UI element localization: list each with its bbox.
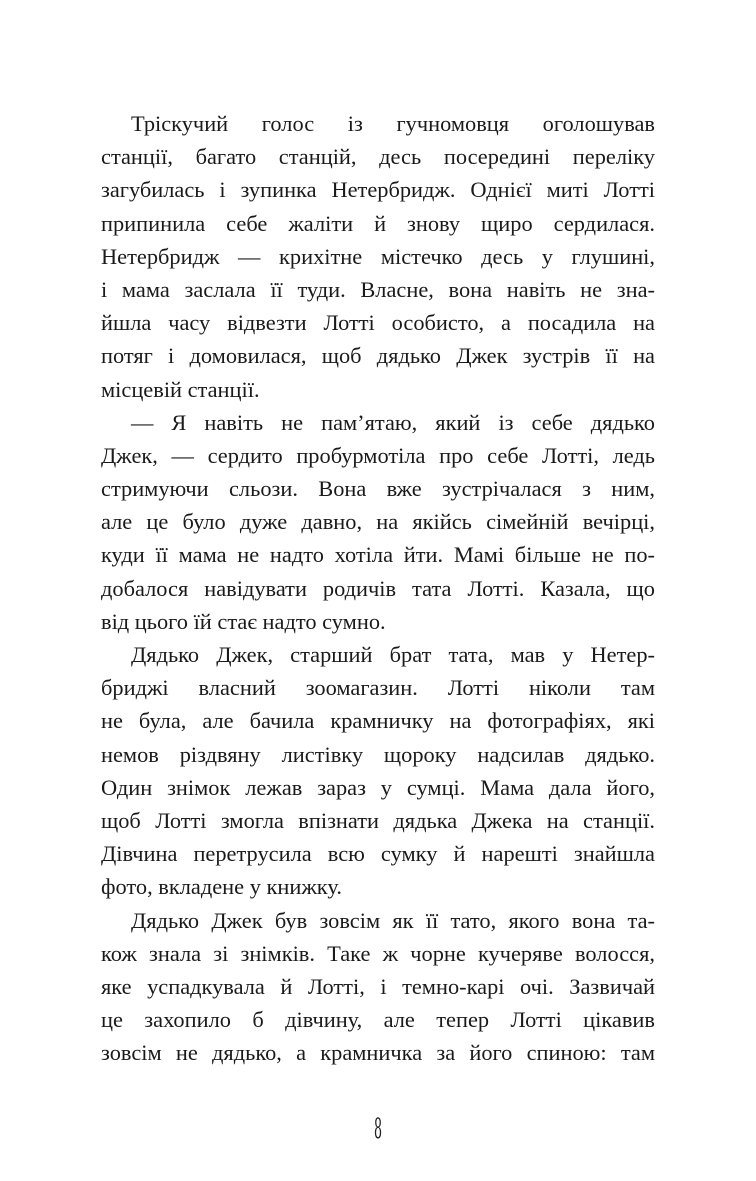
text-line: але це було дуже давно, на якійсь сімейній вечірці,	[101, 509, 655, 535]
text-line: потяг і домовилася, щоб дядько Джек зустрів її на	[101, 343, 655, 369]
text-line: Джек, — сердито пробурмотіла про себе Лотті, ледь	[101, 442, 655, 468]
text-line: Дядько Джек, старший брат тата, мав у Нетер-	[131, 642, 655, 667]
paragraph	[101, 904, 655, 1070]
text-line: добалося навідувати родичів тата Лотті. Казала, що	[101, 575, 655, 601]
text-line: Дівчина перетрусила всю сумку й нарешті знайшла	[101, 841, 655, 867]
text-line: це захопило б дівчину, але тепер Лотті цікавив	[101, 1007, 655, 1033]
text-line: фото, вкладене у книжку.	[101, 874, 342, 900]
text-line: йшла часу відвезти Лотті особисто, а посадила на	[101, 310, 655, 336]
text-line: яке успадкувала й Лотті, і темно-карі очі. Зазвичай	[101, 973, 655, 999]
text-line: стримуючи сльози. Вона вже зустрічалася з ним,	[101, 476, 655, 502]
text-line: куди її мама не надто хотіла йти. Мамі більше не по-	[101, 542, 655, 568]
text-line: Нетербридж — крихітне містечко десь у глушині,	[101, 243, 655, 269]
text-line: немов різдвяну листівку щороку надсилав дядько.	[101, 741, 655, 767]
text-line: загубилась і зупинка Нетербридж. Однієї миті Лотті	[101, 177, 655, 203]
text-line: Дядько Джек був зовсім як її тато, якого вона та-	[131, 907, 655, 933]
text-line: зовсім не дядько, а крамничка за його спиною: там	[101, 1040, 655, 1066]
text-line: місцевій станції.	[101, 376, 260, 402]
text-line: кож знала зі знімків. Таке ж чорне кучеряве волосся,	[101, 940, 655, 966]
text-line: і мама заслала її туди. Власне, вона навіть не зна-	[101, 276, 655, 302]
text-line: Один знімок лежав зараз у сумці. Мама дала його,	[101, 774, 655, 800]
book-page-text	[101, 107, 655, 1069]
text-line: бриджі власний зоомагазин. Лотті ніколи там	[101, 675, 655, 701]
text-line: від цього їй стає надто сумно.	[101, 608, 386, 634]
text-line: — Я навіть не пам’ятаю, який із себе дядько	[131, 409, 655, 435]
text-line: не була, але бачила крамничку на фотографіях, які	[101, 708, 655, 734]
text-line: Тріскучий голос із гучномовця оголошував	[131, 111, 655, 136]
page-number: 8	[373, 1112, 383, 1145]
paragraph	[101, 406, 655, 638]
text-line: припинила себе жаліти й знову щиро сердилася.	[101, 210, 655, 236]
paragraph	[101, 638, 655, 904]
paragraph	[101, 107, 655, 406]
text-line: станції, багато станцій, десь посередині переліку	[101, 144, 655, 170]
text-line: щоб Лотті змогла впізнати дядька Джека на станції.	[101, 807, 655, 833]
